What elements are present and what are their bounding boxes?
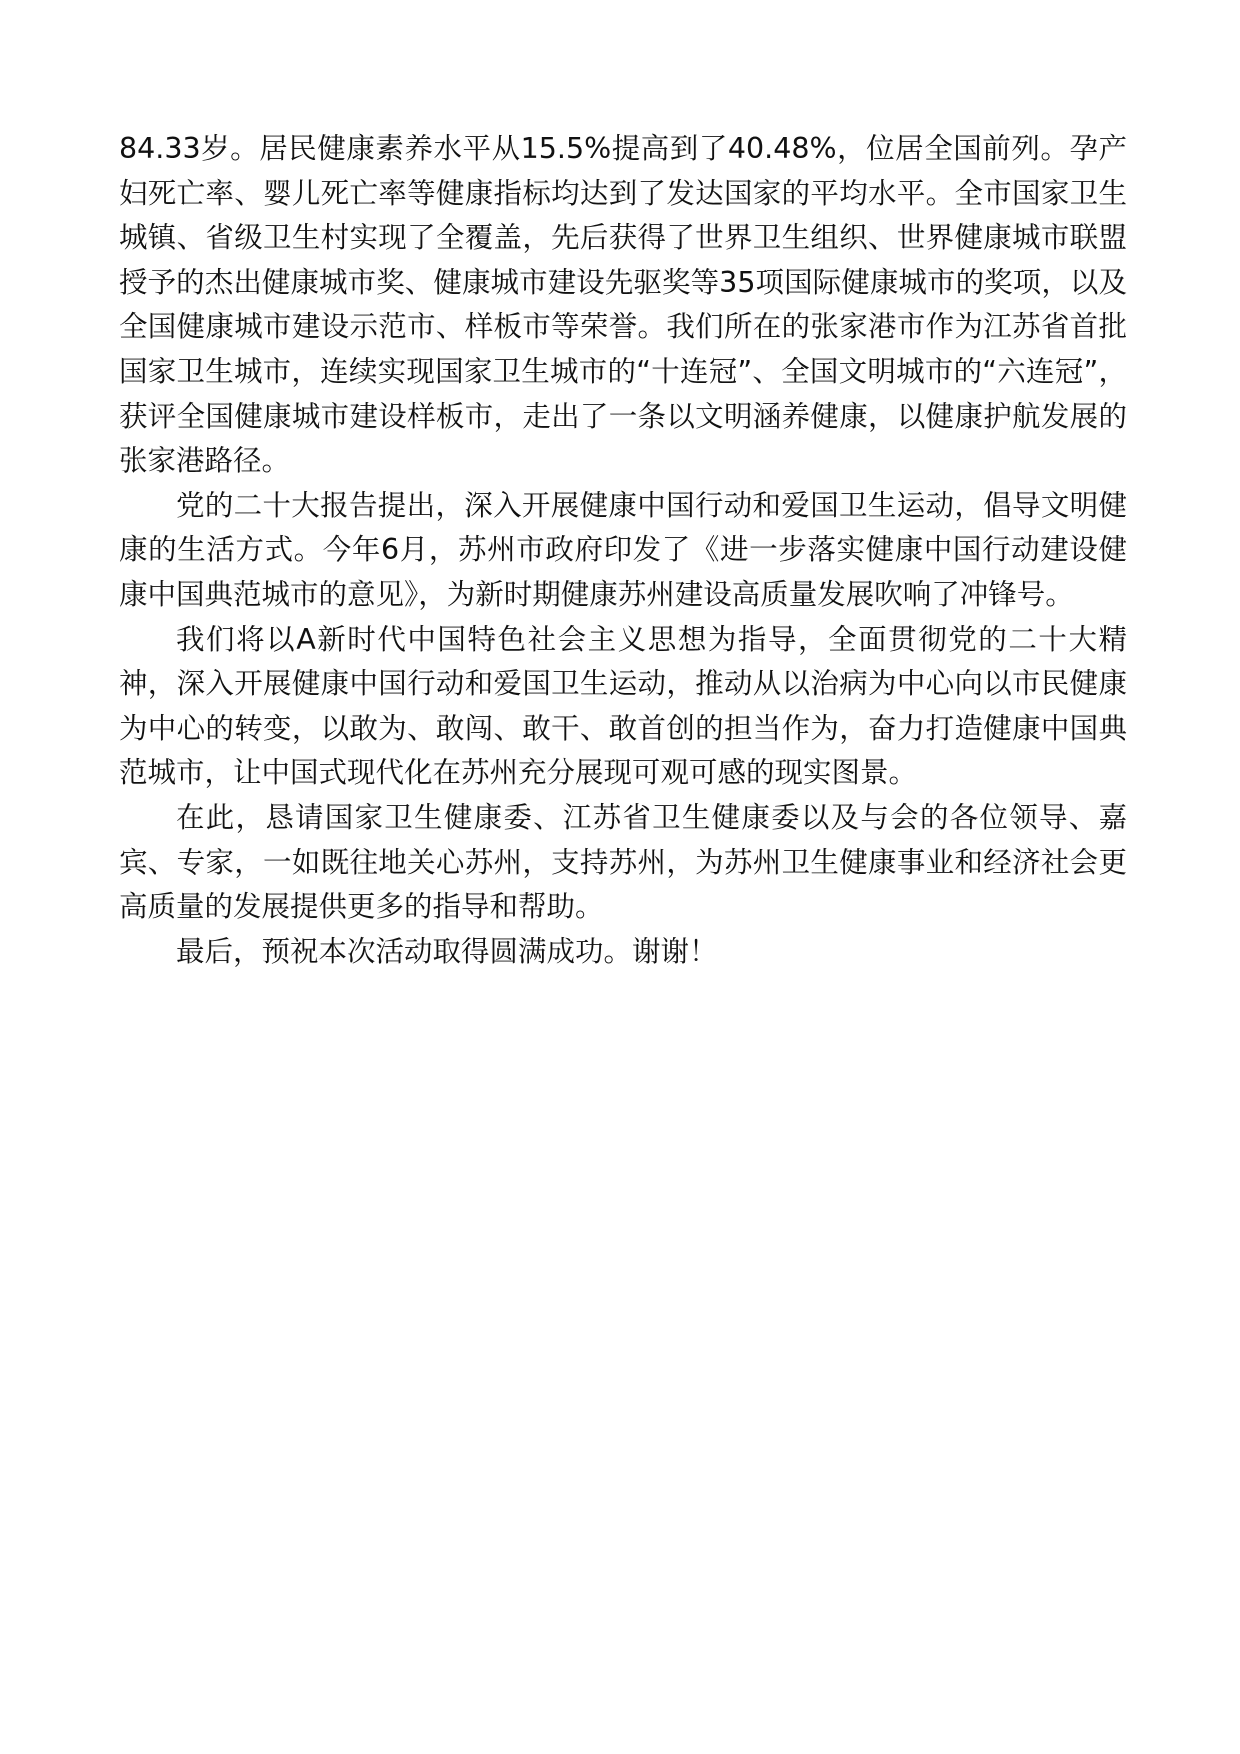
paragraph-continued: 84.33岁。居民健康素养水平从15.5%提高到了40.48%，位居全国前列。孕产妇死亡率、婴儿死亡率等健康指标均达到了发达国家的平均水平。全市国家卫生城镇、省级卫生村实现了全覆盖，先后获得了世界卫生组织、世界健康城市联盟授予的杰出健康城市奖、健康城市建设先驱奖等35项国际健康城市的奖项，以及全国健康城市建设示范市、样板市等荣誉。我们所在的张家港市作为江苏省首批国家卫生城市，连续实现国家卫生城市的“十连冠”、全国文明城市的“六连冠”，获评全国健康城市建设样板市，走出了一条以文明涵养健康，以健康护航发展的张家港路径。 (119, 132, 1127, 478)
document-body (119, 127, 1127, 974)
paragraph-closing: 最后，预祝本次活动取得圆满成功。谢谢！ (176, 934, 718, 968)
paragraph: 党的二十大报告提出，深入开展健康中国行动和爱国卫生运动，倡导文明健康的生活方式。今年6月，苏州市政府印发了《进一步落实健康中国行动建设健康中国典范城市的意见》，为新时期健康苏州建设高质量发展吹响了冲锋号。 (119, 488, 1127, 611)
paragraph: 我们将以A新时代中国特色社会主义思想为指导，全面贯彻党的二十大精神，深入开展健康中国行动和爱国卫生运动，推动从以治病为中心向以市民健康为中心的转变，以敢为、敢闯、敢干、敢首创的担当作为，奋力打造健康中国典范城市，让中国式现代化在苏州充分展现可观可感的现实图景。 (119, 622, 1127, 790)
paragraph: 在此，恳请国家卫生健康委、江苏省卫生健康委以及与会的各位领导、嘉宾、专家，一如既往地关心苏州，支持苏州，为苏州卫生健康事业和经济社会更高质量的发展提供更多的指导和帮助。 (119, 800, 1127, 924)
